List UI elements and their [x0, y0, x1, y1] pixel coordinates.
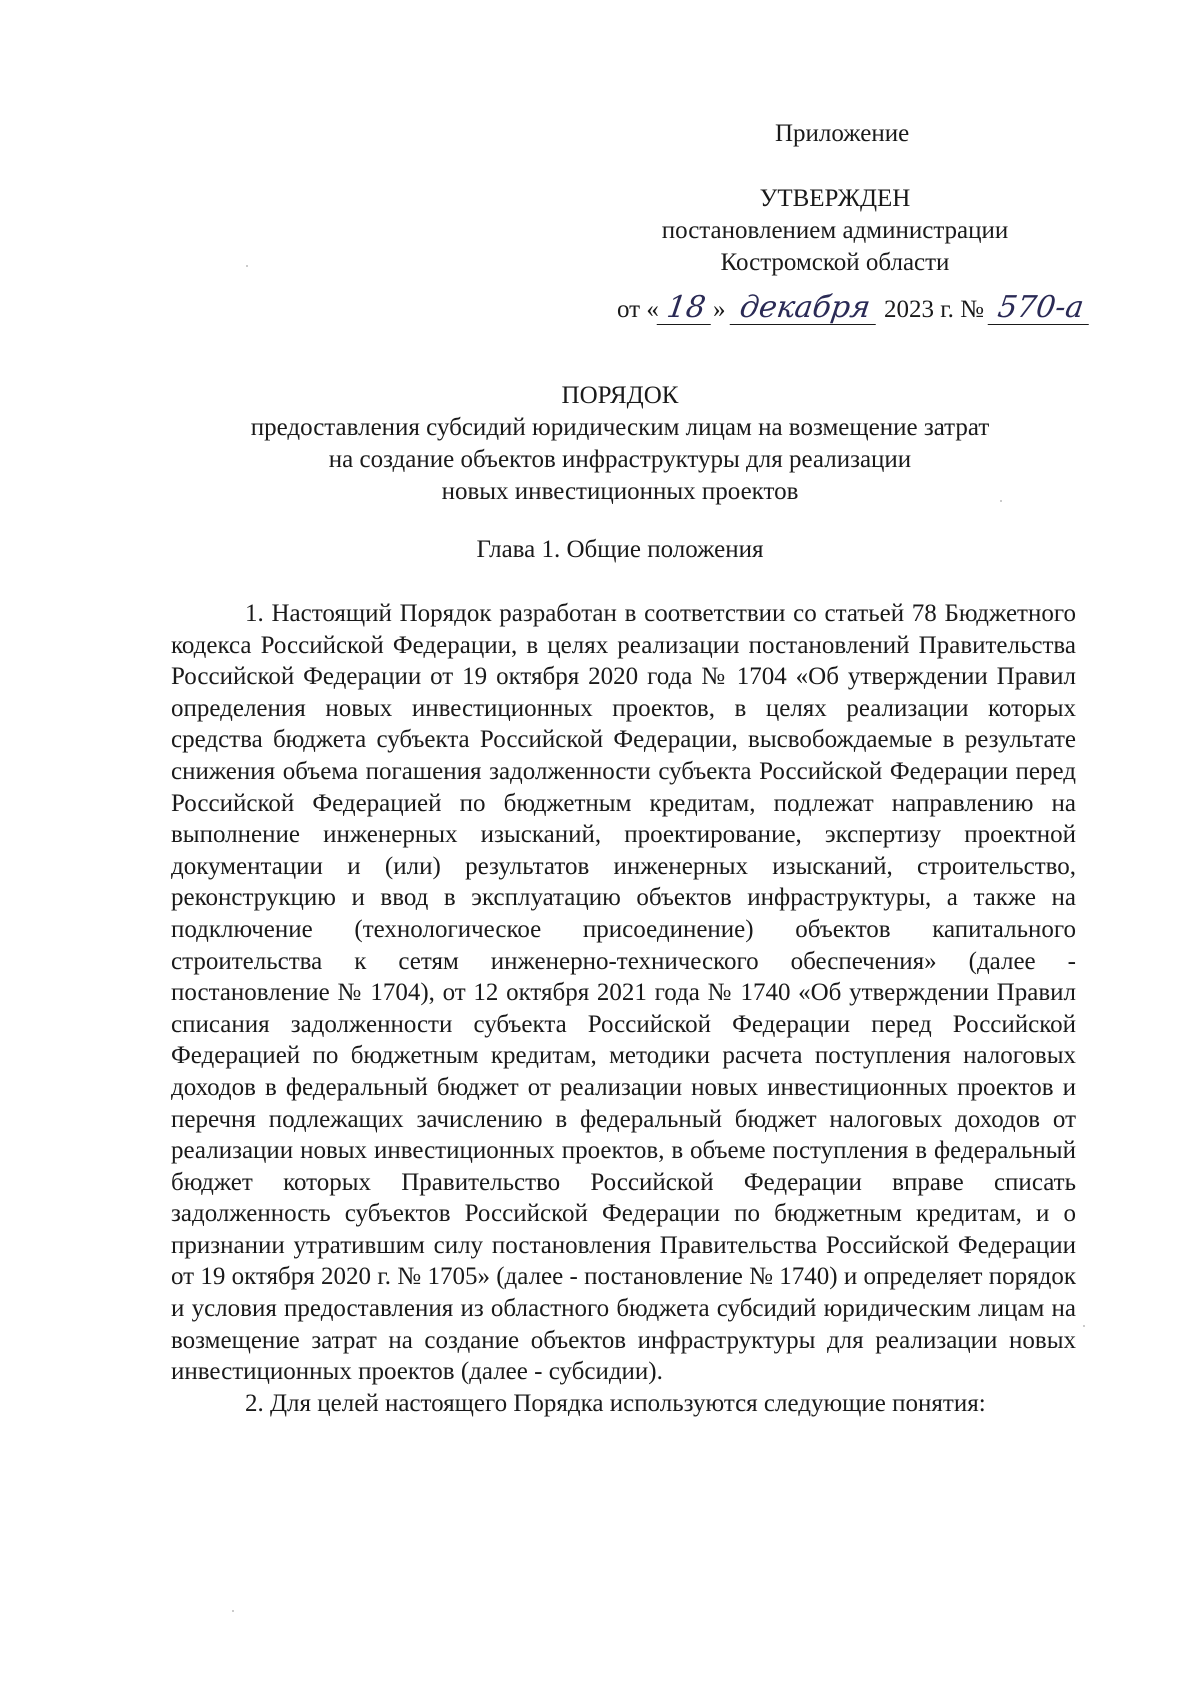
- handwritten-month: декабря: [729, 292, 880, 325]
- title-heading: ПОРЯДОК: [561, 382, 679, 409]
- scan-speck: [246, 265, 248, 267]
- approved-by-label: постановлением администрации: [661, 217, 1009, 244]
- title-line-2: на создание объектов инфраструктуры для реализации: [328, 446, 912, 473]
- document-title: [180, 380, 1060, 508]
- paragraph-2: 2. Для целей настоящего Порядка используются следующие понятия:: [245, 1389, 986, 1417]
- resolution-date-line: [617, 292, 1092, 326]
- title-line-1: предоставления субсидий юридическим лицам на возмещение затрат: [250, 414, 990, 441]
- region-label: Костромской области: [720, 249, 950, 276]
- scan-speck: [232, 1610, 234, 1612]
- year-number-label: 2023 г. №: [884, 296, 985, 323]
- scan-speck: [1083, 1325, 1085, 1327]
- approval-stamp-block: [605, 183, 1065, 279]
- title-line-3: новых инвестиционных проектов: [441, 478, 799, 505]
- handwritten-day: 18: [657, 292, 716, 325]
- paragraph-1: 1. Настоящий Порядок разработан в соответствии со статьей 78 Бюджетного кодекса Российской Федерации, в целях реализации постановлений Правительства Российской Федерации от 19 октября 2020 года № 1704 «Об утверждении Правил определения новых инвестиционных проектов, в целях реализации которых средства бюджета субъекта Российской Федерации, высвобождаемые в результате снижения объема погашения задолженности субъекта Российской Федерации перед Российской Федерацией по бюджетным кредитам, подлежат направлению на выполнение инженерных изысканий, проектирование, экспертизу проектной документации и (или) результатов инженерных изысканий, строительство, реконструкцию и ввод в эксплуатацию объектов инфраструктуры, а также на подключение (технологическое присоединение) объектов капитального строительства к сетям инженерно-технического обеспечения» (далее - постановление № 1704), от 12 октября 2021 года № 1740 «Об утверждении Правил списания задолженности субъекта Российской Федерации перед Российской Федерацией по бюджетным кредитам, методики расчета поступления налоговых доходов в федеральный бюджет от реализации новых инвестиционных проектов и перечня подлежащих зачислению в федеральный бюджет налоговых доходов от реализации новых инвестиционных проектов, в объеме поступления в федеральный бюджет которых Правительство Российской Федерации вправе списать задолженность субъектов Российской Федерации по бюджетным кредитам, и о признании утратившим силу постановления Правительства Российской Федерации от 19 октября 2020 г. № 1705» (далее - постановление № 1740) и определяет порядок и условия предоставления из областного бюджета субсидий юридическим лицам на возмещение затрат на создание объектов инфраструктуры для реализации новых инвестиционных проектов (далее - субсидии).: [171, 600, 1076, 1386]
- approved-label: УТВЕРЖДЕН: [759, 185, 911, 212]
- appendix-label: Приложение: [775, 120, 910, 147]
- date-prefix: от «: [617, 296, 659, 323]
- document-body: [171, 598, 1076, 1419]
- scan-speck: [1000, 500, 1002, 502]
- date-mid: »: [713, 296, 726, 323]
- chapter-heading: Глава 1. Общие положения: [476, 536, 764, 563]
- handwritten-number: 570-а: [988, 292, 1094, 325]
